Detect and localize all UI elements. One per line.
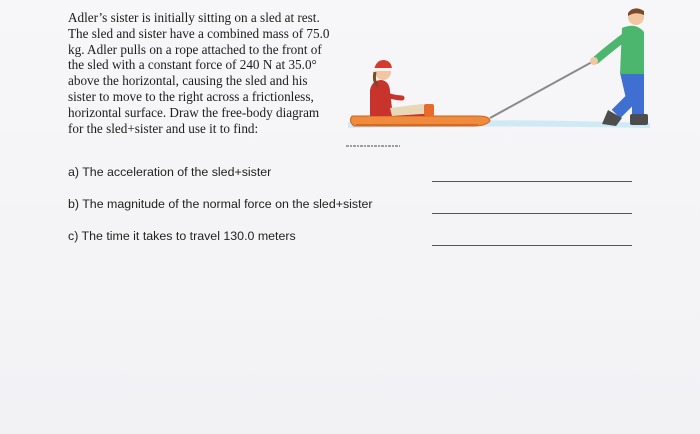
- problem-statement: [68, 10, 340, 136]
- sister-figure: [370, 60, 434, 116]
- problem-line: for the sled+sister and use it to find:: [68, 120, 259, 136]
- problem-line: Adler’s sister is initially sitting on a sled at rest.: [68, 10, 320, 25]
- adler-figure: [590, 8, 648, 126]
- problem-line: sister to move to the right across a frictionless,: [68, 88, 314, 104]
- sled-rail: [356, 124, 478, 126]
- question-c: c) The time it takes to travel 130.0 meters: [68, 229, 296, 243]
- answer-line-a[interactable]: [432, 181, 632, 182]
- problem-line: kg. Adler pulls on a rope attached to the front of: [68, 41, 322, 57]
- adler-hand: [590, 57, 598, 65]
- rope: [490, 62, 592, 118]
- answer-line-b[interactable]: [432, 213, 632, 214]
- problem-line: above the horizontal, causing the sled and his: [68, 73, 308, 89]
- problem-line: horizontal surface. Draw the free-body diagram: [68, 104, 320, 120]
- question-b: b) The magnitude of the normal force on the sled+sister: [68, 197, 373, 211]
- sister-hat-band: [374, 68, 392, 71]
- problem-line: the sled with a constant force of 240 N at 35.0°: [68, 57, 317, 73]
- question-a: a) The acceleration of the sled+sister: [68, 165, 272, 179]
- answer-line-c[interactable]: [432, 245, 632, 246]
- adler-right-boot: [630, 114, 648, 125]
- problem-line: The sled and sister have a combined mass of 75.0: [68, 25, 330, 41]
- sled-pull-illustration: [340, 0, 680, 160]
- adler-left-leg: [616, 72, 632, 114]
- sister-boots: [424, 104, 434, 116]
